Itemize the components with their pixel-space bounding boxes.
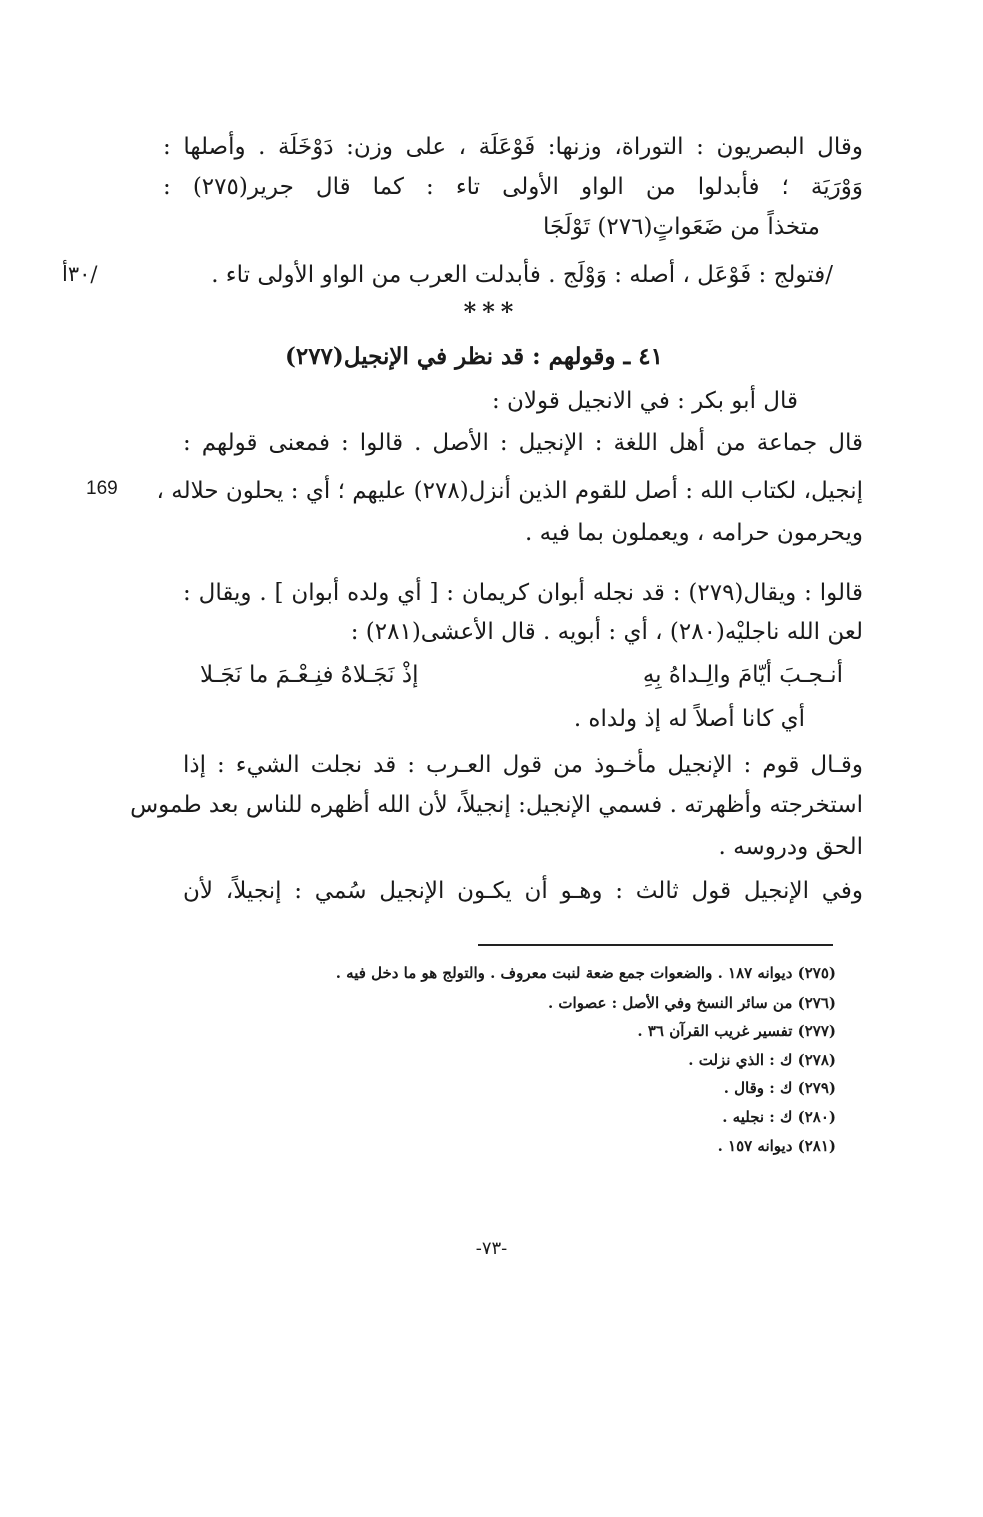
section-heading: ٤١ ـ وقولهم : قد نظر في الإنجيل(٢٧٧) bbox=[284, 343, 663, 370]
text-line-17: وفي الإنجيل قول ثالث : وهـو أن يكـون الإنجيل سُمي : إنجيلاً، لأن bbox=[183, 878, 863, 904]
text-line-15: استخرجته وأظهرته . فسمي الإنجيل: إنجيلاً، لأن الله أظهره للناس بعد طموس bbox=[130, 792, 863, 818]
footnote: (٢٧٨) ك : الذي نزلت . bbox=[688, 1051, 836, 1069]
footnote: (٢٨١) ديوانه ١٥٧ . bbox=[717, 1137, 836, 1155]
text-line-6: قال أبو بكر : في الانجيل قولان : bbox=[491, 388, 798, 414]
verse-first-hemistich: أنـجـبَ أيّامَ والِـداهُ بِهِ bbox=[642, 662, 843, 688]
folio-reference: /٣٠أ bbox=[62, 262, 98, 286]
footnote: (٢٧٦) من سائر النسخ وفي الأصل : عصوات . bbox=[547, 994, 836, 1012]
section-separator: *** bbox=[463, 297, 520, 326]
text-line-2: وَوْرَيَة ؛ فأبدلوا من الواو الأولى تاء : كما قال جرير(٢٧٥) : bbox=[163, 174, 863, 200]
text-line-11: لعن الله ناجليْه(٢٨٠) ، أي : أبويه . قال الأعشى(٢٨١) : bbox=[350, 619, 863, 645]
text-line-16: الحق ودروسه . bbox=[718, 834, 863, 860]
footnote: (٢٧٥) ديوانه ١٨٧ . والضعوات جمع ضعة لنبت معروف . والتولج هو ما دخل فيه . bbox=[335, 964, 836, 982]
text-line-8: إنجيل، لكتاب الله : أصل للقوم الذين أنزل(٢٧٨) عليهم ؛ أي : يحلون حلاله ، bbox=[156, 478, 863, 504]
text-line-4: /فتولج : فَوْعَل ، أصله : وَوْلَج . فأبدلت العرب من الواو الأولى تاء . bbox=[211, 262, 833, 288]
footnote-rule bbox=[478, 944, 833, 946]
text-line-1: وقال البصريون : التوراة، وزنها: فَوْعَلَة ، على وزن: دَوْخَلَة . وأصلها : bbox=[163, 134, 863, 160]
verse-second-hemistich: إذْ نَجَـلاهُ فنِـعْـمَ ما نَجَـلا bbox=[200, 662, 419, 688]
text-line-7: قال جماعة من أهل اللغة : الإنجيل : الأصل . قالوا : فمعنى قولهم : bbox=[183, 430, 863, 456]
verse-fragment: متخذاً من ضَعَواتٍ(٢٧٦) تَوْلَجَا bbox=[542, 214, 820, 240]
text-line-13: أي كانا أصلاً له إذ ولداه . bbox=[573, 706, 805, 732]
text-line-14: وقـال قوم : الإنجيل مأخـوذ من قول العـرب : قد نجلت الشيء : إذا bbox=[183, 752, 863, 778]
text-line-10: قالوا : ويقال(٢٧٩) : قد نجله أبوان كريمان : [ أي ولده أبوان ] . ويقال : bbox=[183, 580, 863, 606]
footnote: (٢٧٩) ك : وقال . bbox=[723, 1079, 836, 1097]
text-line-9: ويحرمون حرامه ، ويعملون بما فيه . bbox=[525, 520, 863, 546]
footnote: (٢٨٠) ك : نجليه . bbox=[722, 1108, 836, 1126]
footnote: (٢٧٧) تفسير غريب القرآن ٣٦ . bbox=[637, 1022, 836, 1040]
page-reference: 169 bbox=[86, 478, 118, 499]
page-number: -٧٣- bbox=[475, 1238, 508, 1259]
